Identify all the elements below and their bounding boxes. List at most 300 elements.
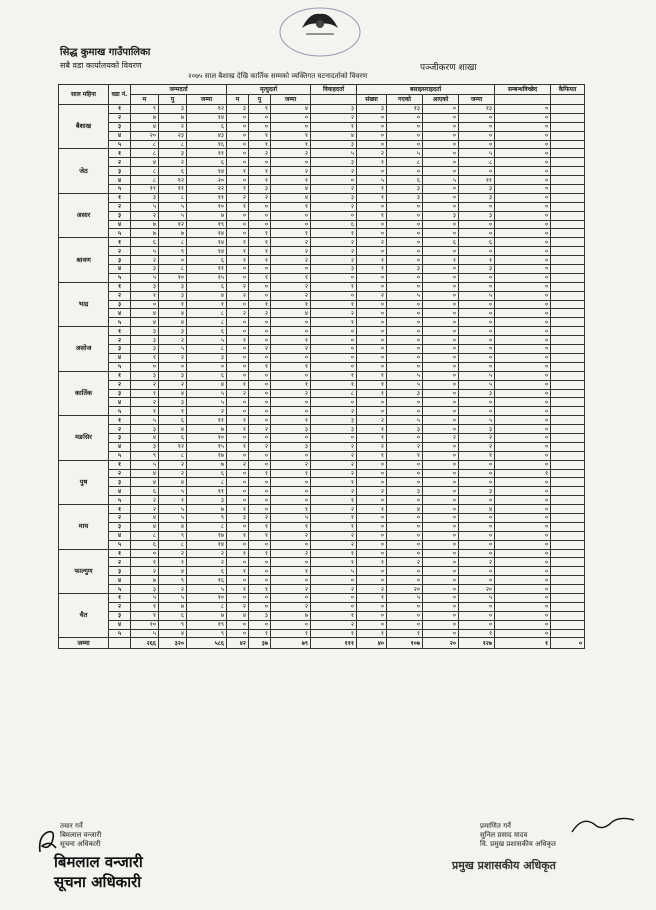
cell-mar: २ [311,505,357,514]
cell-bm: १ [131,353,159,362]
cell-bf: २३ [159,131,187,140]
cell-dm: २ [227,193,249,202]
cell-div: ० [495,389,551,398]
cell-mt: ० [459,549,495,558]
cell-df: ० [249,318,271,327]
cell-dm: ० [227,149,249,158]
cell-mt: ० [459,602,495,611]
cell-df: ० [249,416,271,425]
cell-mc: १ [357,593,387,602]
cell-bt: ५ [187,585,227,594]
cell-ma: ० [423,167,459,176]
cell-bf: ० [159,256,187,265]
cell-div: ० [495,549,551,558]
cell-df: १ [249,247,271,256]
ward-cell: १ [109,593,131,602]
cell-remarks [551,629,585,638]
cell-mar: २ [311,407,357,416]
cell-df: २ [249,149,271,158]
cell-ma: ० [423,416,459,425]
cell-div: ० [495,585,551,594]
cell-mc: ० [357,567,387,576]
cell-mar: ० [311,593,357,602]
cell-bt: १७ [187,451,227,460]
cell-dm: १ [227,505,249,514]
cell-ma: ० [423,549,459,558]
cell-remarks [551,353,585,362]
cell-mt: ८ [459,158,495,167]
cell-ma: ० [423,220,459,229]
ward-cell: ५ [109,318,131,327]
cell-dt: १ [271,229,311,238]
cell-mg: ५ [387,380,423,389]
cell-bm: १ [131,407,159,416]
cell-mg: २ [387,442,423,451]
cell-dm: ० [227,158,249,167]
cell-dt: ० [271,327,311,336]
table-row [59,185,585,194]
cell-df: ० [249,451,271,460]
ward-cell: ४ [109,176,131,185]
cell-mar: १ [311,522,357,531]
cell-dt: २ [271,585,311,594]
table-row [59,496,585,505]
cell-mc: ० [357,549,387,558]
ward-cell: ३ [109,345,131,354]
ward-cell: १ [109,149,131,158]
cell-remarks [551,380,585,389]
cell-mt: ० [459,122,495,131]
cell-mar: २ [311,185,357,194]
cell-dm: ० [227,131,249,140]
cell-div: ० [495,611,551,620]
cell-ma: ३ [423,211,459,220]
cell-mar: ५ [311,567,357,576]
cell-ma: ० [423,282,459,291]
cell-bf: ४ [159,567,187,576]
cell-bf: १ [159,300,187,309]
cell-mt: ५ [459,291,495,300]
cell-div: ० [495,256,551,265]
cell-mar: २ [311,620,357,629]
cell-dt: १ [271,140,311,149]
cell-div: ० [495,113,551,122]
cell-bm: ४ [131,469,159,478]
cell-bf: १ [159,558,187,567]
total-mt: १२७ [459,638,495,649]
cell-mg: ० [387,567,423,576]
cell-mar: १ [311,478,357,487]
cell-mar: ४ [311,131,357,140]
cell-remarks [551,558,585,567]
cell-df: ० [249,460,271,469]
cell-bt: २२ [187,185,227,194]
cell-dt: ० [271,122,311,131]
sig-left-title: सूचना अधिकारी [60,840,101,848]
cell-mt: १ [459,451,495,460]
cell-bm: ४ [131,309,159,318]
table-row [59,247,585,256]
cell-bf: २ [159,549,187,558]
cell-div: ० [495,442,551,451]
cell-mt: ० [459,229,495,238]
cell-mg: ६ [387,176,423,185]
cell-dm: ० [227,273,249,282]
cell-bt: ७ [187,460,227,469]
ward-cell: २ [109,469,131,478]
cell-bt: ७ [187,425,227,434]
cell-mt: २ [459,558,495,567]
cell-df: १ [249,140,271,149]
cell-remarks [551,176,585,185]
cell-df: १ [249,229,271,238]
cell-bf: १२ [159,442,187,451]
month-cell: कार्तिक [59,371,109,415]
cell-remarks [551,425,585,434]
cell-dt: १ [271,362,311,371]
table-row [59,398,585,407]
cell-mc: ० [357,611,387,620]
cell-mg: ० [387,549,423,558]
ward-cell: १ [109,416,131,425]
ward-cell: ३ [109,300,131,309]
cell-df: ० [249,478,271,487]
cell-remarks [551,531,585,540]
cell-mg: ५ [387,371,423,380]
ward-cell: १ [109,460,131,469]
cell-bt: १४ [187,247,227,256]
cell-div: ० [495,398,551,407]
cell-bm: ३ [131,327,159,336]
cell-ma: ० [423,540,459,549]
cell-df: २ [249,345,271,354]
table-row [59,433,585,442]
cell-bf: ६ [159,611,187,620]
cell-bt: ६ [187,469,227,478]
cell-dt: २ [271,549,311,558]
cell-div: ० [495,291,551,300]
cell-bt: ८ [187,522,227,531]
cell-div: ० [495,353,551,362]
cell-mg: ० [387,167,423,176]
table-row [59,425,585,434]
cell-bm: ५ [131,593,159,602]
cell-mg: ० [387,327,423,336]
ward-cell: ४ [109,353,131,362]
cell-mar: ६ [311,220,357,229]
cell-dm: ० [227,540,249,549]
cell-dm: ० [227,558,249,567]
cell-mar: ३ [311,105,357,114]
ward-cell: ३ [109,433,131,442]
month-cell: असार [59,193,109,237]
cell-bf: ४ [159,629,187,638]
cell-dm: २ [227,282,249,291]
cell-bm: ३ [131,585,159,594]
cell-div: ० [495,193,551,202]
cell-mc: ० [357,522,387,531]
cell-bt: ७ [187,211,227,220]
cell-ma: ० [423,558,459,567]
cell-mg: ० [387,238,423,247]
cell-bm: ३ [131,265,159,274]
table-row [59,211,585,220]
cell-mar: २ [311,442,357,451]
cell-mt: ० [459,362,495,371]
cell-remarks [551,585,585,594]
cell-mar: २ [311,460,357,469]
cell-bt: ६ [187,256,227,265]
cell-dt: ० [271,576,311,585]
cell-bt: ५ [187,389,227,398]
cell-ma: ० [423,193,459,202]
cell-mar: २ [311,451,357,460]
month-cell: असोज [59,327,109,371]
month-cell: जेठ [59,149,109,193]
cell-remarks [551,291,585,300]
cell-div: ० [495,247,551,256]
cell-bm: २ [131,256,159,265]
table-row [59,540,585,549]
cell-bf: ५ [159,487,187,496]
cell-dm: ० [227,496,249,505]
cell-dt: ४ [271,193,311,202]
cell-dt: ३ [271,442,311,451]
cell-mar: ३ [311,265,357,274]
cell-div: ० [495,220,551,229]
cell-bm: ६ [131,540,159,549]
cell-mt: ० [459,353,495,362]
cell-remarks [551,131,585,140]
cell-mt: ११ [459,176,495,185]
cell-dt: ० [271,353,311,362]
cell-ma: ० [423,602,459,611]
ward-cell: २ [109,158,131,167]
col-remarks: कैफियत [551,85,585,95]
cell-df: ० [249,353,271,362]
sig-left-role: तयार गर्ने [60,822,83,830]
col-marriage: विवाहदर्ता [311,85,357,95]
cell-remarks [551,149,585,158]
month-cell: मङसिर [59,416,109,460]
cell-dm: ० [227,265,249,274]
cell-mar: १ [311,380,357,389]
cell-dt: ० [271,487,311,496]
cell-bf: ३ [159,398,187,407]
table-row [59,549,585,558]
cell-df: १ [249,362,271,371]
cell-ma: ० [423,407,459,416]
cell-remarks [551,362,585,371]
cell-mar: ३ [311,416,357,425]
cell-dt: १ [271,505,311,514]
cell-div: ० [495,176,551,185]
ward-cell: ३ [109,211,131,220]
cell-mc: ० [357,131,387,140]
cell-mt: ३ [459,487,495,496]
ward-cell: ५ [109,362,131,371]
table-row [59,238,585,247]
cell-bf: ३ [159,105,187,114]
cell-remarks [551,549,585,558]
cell-mg: ३ [387,425,423,434]
month-cell: पुष [59,460,109,504]
cell-mt: ० [459,407,495,416]
registration-table [58,84,585,649]
cell-dt: ० [271,540,311,549]
table-row [59,407,585,416]
cell-mt: १३ [459,105,495,114]
ward-cell: २ [109,336,131,345]
cell-mc: १ [357,505,387,514]
ward-cell: ४ [109,309,131,318]
cell-mt: ० [459,318,495,327]
ward-cell: ४ [109,620,131,629]
table-row [59,380,585,389]
cell-div: ० [495,282,551,291]
cell-ma: ० [423,487,459,496]
cell-mar: २ [311,167,357,176]
cell-bt: ३ [187,496,227,505]
cell-mar: १ [311,300,357,309]
table-row [59,265,585,274]
cell-bt: ३ [187,353,227,362]
cell-mt: ० [459,273,495,282]
cell-bm: ४ [131,522,159,531]
cell-remarks [551,220,585,229]
cell-div: ० [495,140,551,149]
cell-df: १ [249,469,271,478]
table-row [59,442,585,451]
cell-bt: ६ [187,122,227,131]
cell-mt: ३ [459,265,495,274]
sig-left-name: बिमलाल वन्जारी [60,831,102,839]
cell-bm: १ [131,611,159,620]
cell-bm: ३ [131,425,159,434]
cell-ma: ० [423,131,459,140]
cell-bt: १२ [187,105,227,114]
cell-bt: १९ [187,220,227,229]
cell-bf: ५ [159,345,187,354]
cell-df: १ [249,522,271,531]
cell-mc: ० [357,202,387,211]
cell-bf: ७ [159,113,187,122]
cell-mar: ० [311,362,357,371]
cell-mt: ० [459,469,495,478]
total-mc: ४० [357,638,387,649]
ward-cell: १ [109,549,131,558]
cell-bf: ४ [159,318,187,327]
cell-ma: ० [423,229,459,238]
cell-mt: ३ [459,211,495,220]
cell-dt: ४ [271,105,311,114]
table-row [59,576,585,585]
cell-div: ० [495,238,551,247]
cell-mc: १ [357,158,387,167]
cell-div: ० [495,522,551,531]
cell-mt: ५ [459,416,495,425]
cell-mg: ० [387,202,423,211]
cell-df: १ [249,238,271,247]
cell-remarks [551,442,585,451]
ward-cell: २ [109,513,131,522]
cell-mt: ५ [459,380,495,389]
cell-dm: ३ [227,513,249,522]
sig-right-role: प्रमाणित गर्ने [480,822,511,830]
cell-remarks [551,416,585,425]
table-row [59,158,585,167]
cell-dm: ० [227,593,249,602]
ward-cell: ३ [109,167,131,176]
cell-ma: ० [423,318,459,327]
cell-mt: ० [459,300,495,309]
cell-mg: ३ [387,185,423,194]
cell-div: ० [495,131,551,140]
cell-dm: ० [227,327,249,336]
cell-mt: ० [459,522,495,531]
cell-bm: १ [131,291,159,300]
cell-div: ० [495,558,551,567]
cell-bf: ५ [159,202,187,211]
cell-mar: १ [311,513,357,522]
cell-bm: ७ [131,576,159,585]
table-row [59,300,585,309]
cell-bm: ८ [131,167,159,176]
cell-df: ३ [249,611,271,620]
cell-dt: २ [271,460,311,469]
cell-dt: २ [271,345,311,354]
cell-mc: १ [357,451,387,460]
cell-mg: ० [387,113,423,122]
cell-dm: ० [227,478,249,487]
cell-bm: ७ [131,229,159,238]
cell-df: ० [249,291,271,300]
cell-div: ० [495,318,551,327]
section-name: पञ्जीकरण शाखा [420,63,477,73]
signature-prepared [60,822,101,849]
table-row [59,318,585,327]
cell-mg: १३ [387,105,423,114]
header-row-2 [59,95,585,105]
cell-remarks [551,282,585,291]
cell-bt: १४ [187,167,227,176]
cell-mar: १ [311,611,357,620]
cell-bm: २ [131,380,159,389]
cell-dm: ० [227,407,249,416]
cell-div: ० [495,487,551,496]
ward-cell: ५ [109,229,131,238]
cell-bm: ० [131,362,159,371]
cell-bf: ८ [159,540,187,549]
cell-mg: ० [387,122,423,131]
ward-cell: २ [109,602,131,611]
cell-mar: ० [311,336,357,345]
header-left [60,46,150,72]
ward-cell: १ [109,371,131,380]
cell-remarks [551,576,585,585]
cell-bm: ४ [131,478,159,487]
cell-mar: ० [311,602,357,611]
cell-bt: ११ [187,487,227,496]
cell-bf: ४ [159,522,187,531]
cell-bt: १० [187,593,227,602]
cell-dm: १ [227,549,249,558]
ward-cell: १ [109,193,131,202]
cell-div: ० [495,478,551,487]
cell-div: ० [495,460,551,469]
cell-mg: ५ [387,416,423,425]
cell-dm: ० [227,487,249,496]
